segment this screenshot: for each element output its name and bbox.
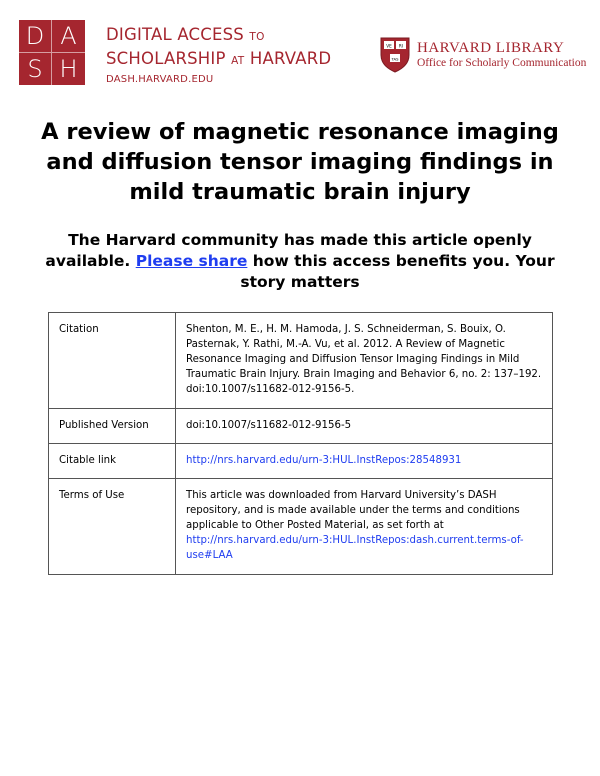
published-version-label: Published Version xyxy=(49,409,176,444)
library-subtitle: Office for Scholarly Communication xyxy=(417,57,587,69)
dash-url[interactable]: DASH.HARVARD.EDU xyxy=(106,74,214,85)
shield-letters-ve: VE xyxy=(386,43,392,49)
dash-logo xyxy=(19,20,85,85)
dash-logo-letter: D xyxy=(19,20,52,53)
share-lead: The Harvard community has made this article openly available. xyxy=(45,231,532,270)
share-tail: how this access benefits you. Your story matters xyxy=(240,252,555,291)
dash-line-1 xyxy=(106,24,331,48)
terms-of-use-label: Terms of Use xyxy=(49,479,176,575)
terms-link[interactable]: http://nrs.harvard.edu/urn-3:HUL.InstRepos:dash.current.terms-of-use#LAA xyxy=(186,535,524,561)
table-row xyxy=(49,313,553,409)
published-version-value: doi:10.1007/s11682-012-9156-5 xyxy=(176,409,553,444)
harvard-shield-icon xyxy=(380,37,410,73)
shield-letters-tas: TAS xyxy=(391,56,399,62)
dash-wordmark xyxy=(106,24,331,88)
dash-logo-letter: S xyxy=(19,53,52,86)
dash-logo-letter: A xyxy=(52,20,85,53)
terms-of-use-cell xyxy=(176,479,553,575)
citable-link[interactable]: http://nrs.harvard.edu/urn-3:HUL.InstRepos:28548931 xyxy=(186,455,462,466)
metadata-table xyxy=(48,312,553,575)
dash-line2-small: AT xyxy=(231,55,245,67)
dash-logo-letter: H xyxy=(59,54,78,83)
citable-link-cell xyxy=(176,444,553,479)
citable-link-label: Citable link xyxy=(49,444,176,479)
harvard-library-wordmark xyxy=(417,40,586,70)
citation-label: Citation xyxy=(49,313,176,409)
article-title: A review of magnetic resonance imaging and diffusion tensor imaging findings in mild traumatic brain injury xyxy=(41,119,559,205)
shield-letters-ri: RI xyxy=(398,43,404,49)
library-title: HARVARD LIBRARY xyxy=(417,40,565,56)
dash-line2-end: HARVARD xyxy=(249,49,332,68)
table-row xyxy=(49,444,553,479)
share-message xyxy=(40,230,560,293)
dash-line2-main: SCHOLARSHIP xyxy=(106,49,226,68)
terms-text: This article was downloaded from Harvard University’s DASH repository, and is made available under the terms and conditions applicable to Other Posted Material, as set forth at xyxy=(186,490,520,531)
table-row xyxy=(49,479,553,575)
table-row xyxy=(49,409,553,444)
dash-line-2 xyxy=(106,48,331,72)
dash-line1-main: DIGITAL ACCESS xyxy=(106,25,244,44)
please-share-link[interactable]: Please share xyxy=(135,252,248,270)
citation-value: Shenton, M. E., H. M. Hamoda, J. S. Schneiderman, S. Bouix, O. Pasternak, Y. Rathi, M.-A. Vu, et al. 2012. A Review of Magnetic Resonance Imaging and Diffusion Tensor Imaging Findings in Mild Traumatic Brain Injury. Brain Imaging and Behavior 6, no. 2: 137–192. doi:10.1007/s11682-012-9156-5. xyxy=(176,313,553,409)
dash-line1-small: TO xyxy=(249,31,265,43)
